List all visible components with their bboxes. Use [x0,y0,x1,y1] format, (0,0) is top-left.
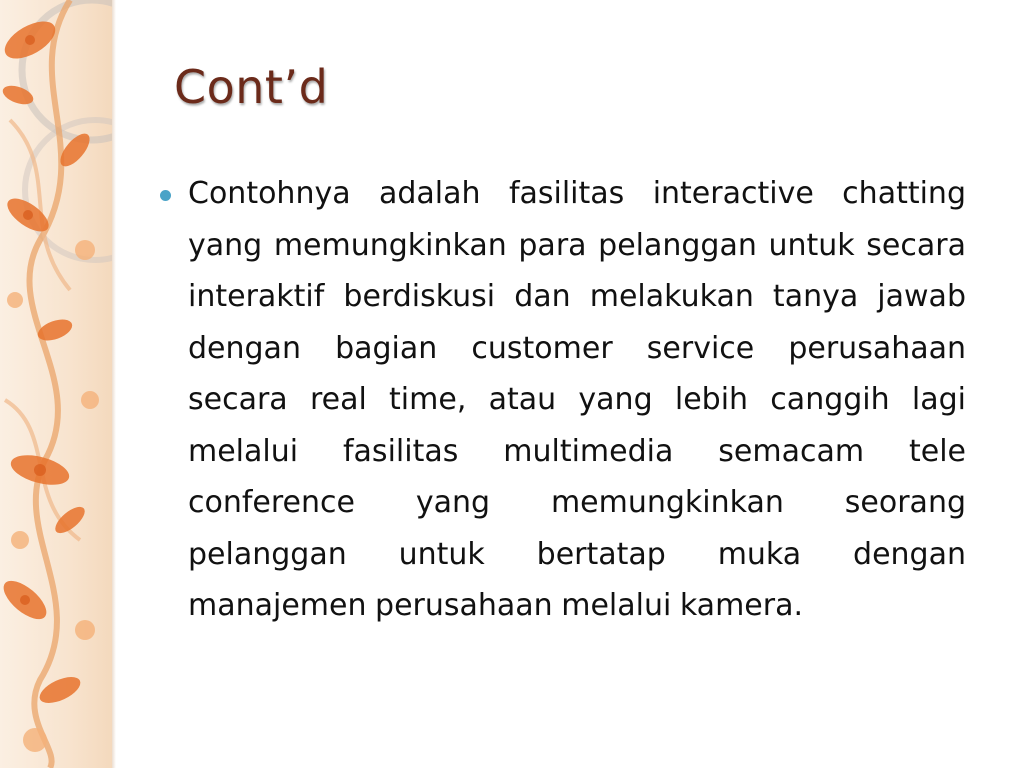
bullet-icon [160,190,171,201]
bullet-list [160,168,966,632]
bullet-item [160,168,966,632]
floral-decoration-icon [0,0,112,768]
bullet-text: Contohnya adalah fasilitas interactive chatting yang memungkinkan para pelanggan untuk secara interaktif berdiskusi dan melakukan tanya jawab dengan bagian customer service perusahaan secara real time, atau yang lebih canggih lagi melalui fasilitas multimedia semacam tele conference yang memungkinkan seorang pelanggan untuk bertatap muka dengan manajemen perusahaan melalui kamera. [188,176,966,623]
slide-title: Cont’d [174,60,329,114]
decoration-edge [112,0,116,768]
